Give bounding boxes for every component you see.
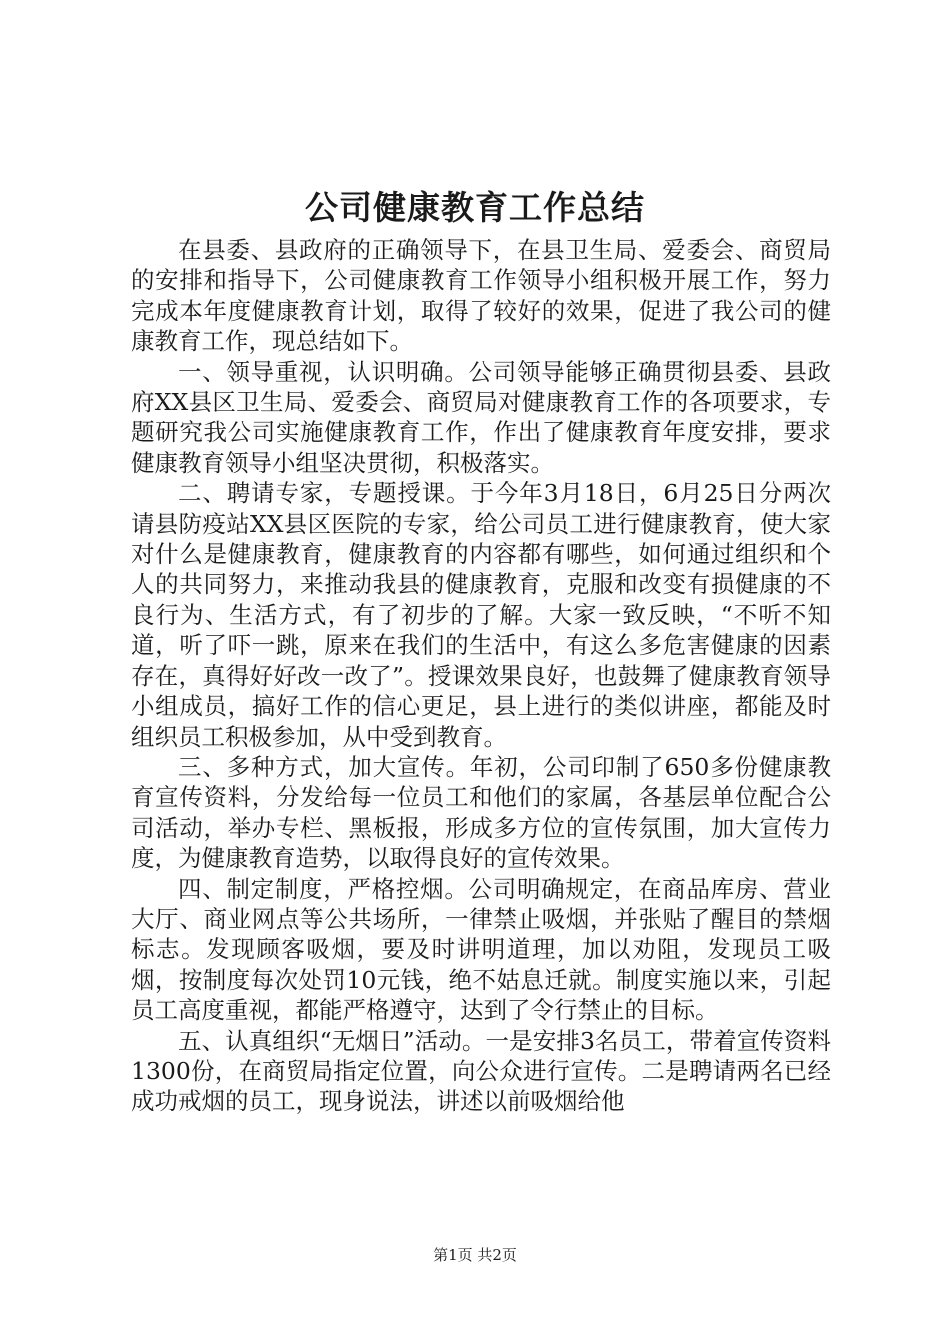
paragraph-section-5: 五、认真组织“无烟日”活动。一是安排3名员工，带着宣传资料1300份，在商贸局指定位置，向公众进行宣传。二是聘请两名已经成功戒烟的员工，现身说法，讲述以前吸烟给他	[131, 1026, 831, 1116]
document-body	[131, 235, 831, 1117]
paragraph-section-4: 四、制定制度，严格控烟。公司明确规定，在商品库房、营业大厅、商业网点等公共场所，一律禁止吸烟，并张贴了醒目的禁烟标志。发现顾客吸烟，要及时讲明道理，加以劝阻，发现员工吸烟，按制度每次处罚10元钱，绝不姑息迁就。制度实施以来，引起员工高度重视，都能严格遵守，达到了令行禁止的目标。	[131, 874, 831, 1025]
paragraph-intro: 在县委、县政府的正确领导下，在县卫生局、爱委会、商贸局的安排和指导下，公司健康教育工作领导小组积极开展工作，努力完成本年度健康教育计划，取得了较好的效果，促进了我公司的健康教育工作，现总结如下。	[131, 236, 831, 356]
paragraph-section-2: 二、聘请专家，专题授课。于今年3月18日，6月25日分两次请县防疫站XX县区医院的专家，给公司员工进行健康教育，使大家对什么是健康教育，健康教育的内容都有哪些，如何通过组织和个人的共同努力，来推动我县的健康教育，克服和改变有损健康的不良行为、生活方式，有了初步的了解。大家一致反映，“不听不知道，听了吓一跳，原来在我们的生活中，有这么多危害健康的因素存在，真得好好改一改了”。授课效果良好，也鼓舞了健康教育领导小组成员，搞好工作的信心更足，县上进行的类似讲座，都能及时组织员工积极参加，从中受到教育。	[131, 479, 831, 751]
page-number-footer: 第1页 共2页	[433, 1246, 517, 1264]
document-title: 公司健康教育工作总结	[305, 188, 645, 227]
paragraph-section-1: 一、领导重视，认识明确。公司领导能够正确贯彻县委、县政府XX县区卫生局、爱委会、商贸局对健康教育工作的各项要求，专题研究我公司实施健康教育工作，作出了健康教育年度安排，要求健康教育领导小组坚决贯彻，积极落实。	[131, 357, 831, 477]
paragraph-section-3: 三、多种方式，加大宣传。年初，公司印制了650多份健康教育宣传资料，分发给每一位员工和他们的家属，各基层单位配合公司活动，举办专栏、黑板报，形成多方位的宣传氛围，加大宣传力度，为健康教育造势，以取得良好的宣传效果。	[131, 752, 831, 873]
